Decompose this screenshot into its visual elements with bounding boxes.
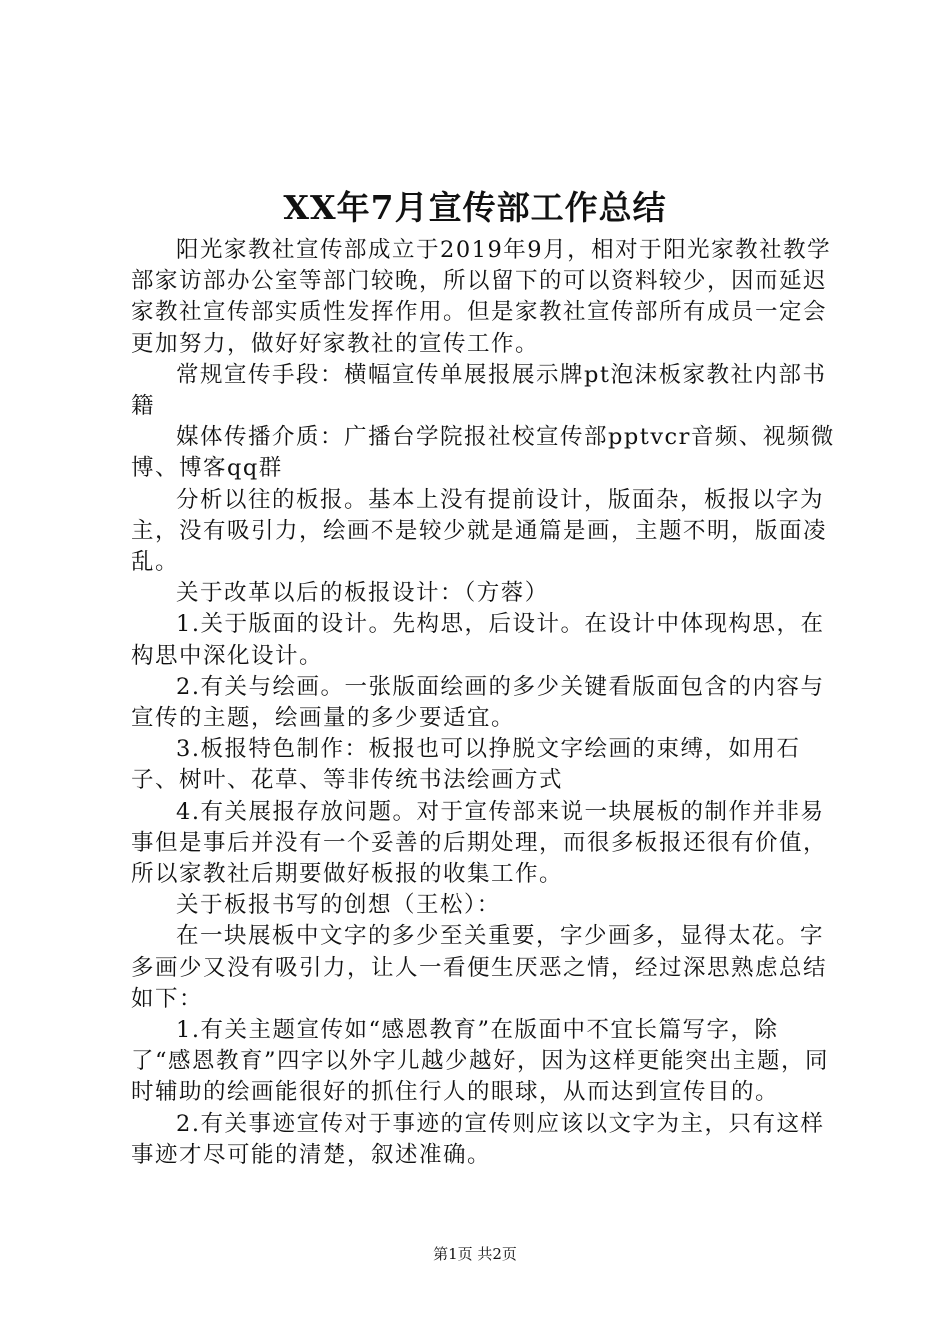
paragraph: 1.有关主题宣传如“感恩教育”在版面中不宜长篇写字，除了“感恩教育”四字以外字儿越少越好，因为这样更能突出主题，同时辅助的绘画能很好的抓住行人的眼球，从而达到宣传目的。: [131, 1017, 830, 1106]
page-number-footer: 第1页 共2页: [433, 1245, 517, 1263]
document-body: [131, 235, 839, 1171]
paragraph: 关于板报书写的创想（王松）：: [176, 892, 501, 919]
paragraph: 2.有关与绘画。一张版面绘画的多少关键看版面包含的内容与宣传的主题，绘画量的多少要适宜。: [131, 673, 825, 732]
paragraph: 分析以往的板报。基本上没有提前设计，版面杂，板报以字为主，没有吸引力，绘画不是较少就是通篇是画，主题不明，版面凌乱。: [131, 486, 828, 576]
paragraph: 关于改革以后的板报设计：（方蓉）: [176, 580, 549, 607]
paragraph: 在一块展板中文字的多少至关重要，字少画多，显得太花。字多画少又没有吸引力，让人一看便生厌恶之情，经过深思熟虑总结如下：: [131, 923, 828, 1012]
paragraph: 4.有关展报存放问题。对于宣传部来说一块展板的制作并非易事但是事后并没有一个妥善的后期处理，而很多板报还很有价值，所以家教社后期要做好板报的收集工作。: [131, 798, 828, 888]
paragraph: 媒体传播介质：广播台学院报社校宣传部pptvcr音频、视频微博、博客qq群: [131, 424, 835, 482]
paragraph: 1.关于版面的设计。先构思，后设计。在设计中体现构思，在构思中深化设计。: [131, 611, 825, 669]
paragraph: 3.板报特色制作：板报也可以挣脱文字绘画的束缚，如用石子、树叶、花草、等非传统书法绘画方式: [131, 736, 801, 794]
paragraph: 阳光家教社宣传部成立于2019年9月，相对于阳光家教社教学部家访部办公室等部门较晚，所以留下的可以资料较少，因而延迟家教社宣传部实质性发挥作用。但是家教社宣传部所有成员一定会更加努力，做好好家教社的宣传工作。: [131, 237, 832, 357]
paragraph: 2.有关事迹宣传对于事迹的宣传则应该以文字为主，只有这样事迹才尽可能的清楚，叙述准确。: [131, 1110, 825, 1168]
document-title: XX年7月宣传部工作总结: [283, 188, 667, 227]
paragraph: 常规宣传手段：横幅宣传单展报展示牌pt泡沫板家教社内部书籍: [131, 361, 827, 420]
